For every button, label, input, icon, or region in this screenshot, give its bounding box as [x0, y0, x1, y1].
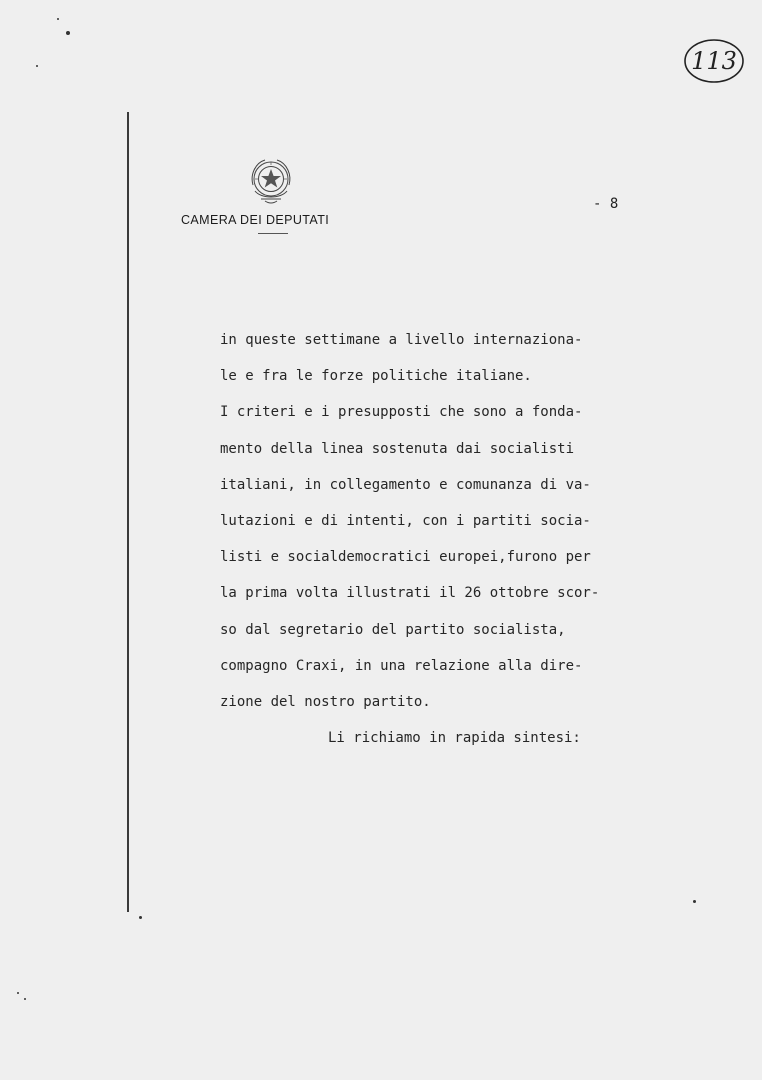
scan-speck: [36, 65, 38, 67]
scan-speck: [57, 18, 59, 20]
text-line: compagno Craxi, in una relazione alla dire-: [220, 657, 583, 674]
text-line: mento della linea sostenuta dai socialisti: [220, 440, 575, 457]
text-line: lutazioni e di intenti, con i partiti socia-: [220, 512, 591, 529]
institution-heading: CAMERA DEI DEPUTATI: [181, 213, 330, 227]
page-number: - 8: [593, 196, 619, 212]
text-line: I criteri e i presupposti che sono a fonda-: [220, 404, 583, 421]
italian-republic-emblem-icon: [247, 155, 295, 207]
text-line: listi e socialdemocratici europei,furono per: [220, 549, 591, 566]
scan-speck: [24, 998, 26, 1000]
scan-speck: [693, 900, 696, 903]
header-divider: [258, 233, 288, 234]
archive-stamp: [682, 36, 746, 86]
text-line: la prima volta illustrati il 26 ottobre scor-: [220, 585, 600, 602]
text-line: zione del nostro partito.: [220, 693, 431, 710]
scan-speck: [66, 31, 70, 35]
text-line: so dal segretario del partito socialista,: [220, 621, 566, 638]
text-line: italiani, in collegamento e comunanza di va-: [220, 476, 591, 493]
text-line: Li richiamo in rapida sintesi:: [328, 730, 581, 747]
text-line: in queste settimane a livello internaziona-: [220, 332, 583, 348]
scan-speck: [17, 992, 19, 994]
document-body: [220, 322, 650, 756]
archive-number: 113: [691, 47, 737, 75]
scan-speck: [139, 916, 142, 919]
text-line: le e fra le forze politiche italiane.: [220, 368, 532, 385]
margin-line: [127, 112, 129, 912]
